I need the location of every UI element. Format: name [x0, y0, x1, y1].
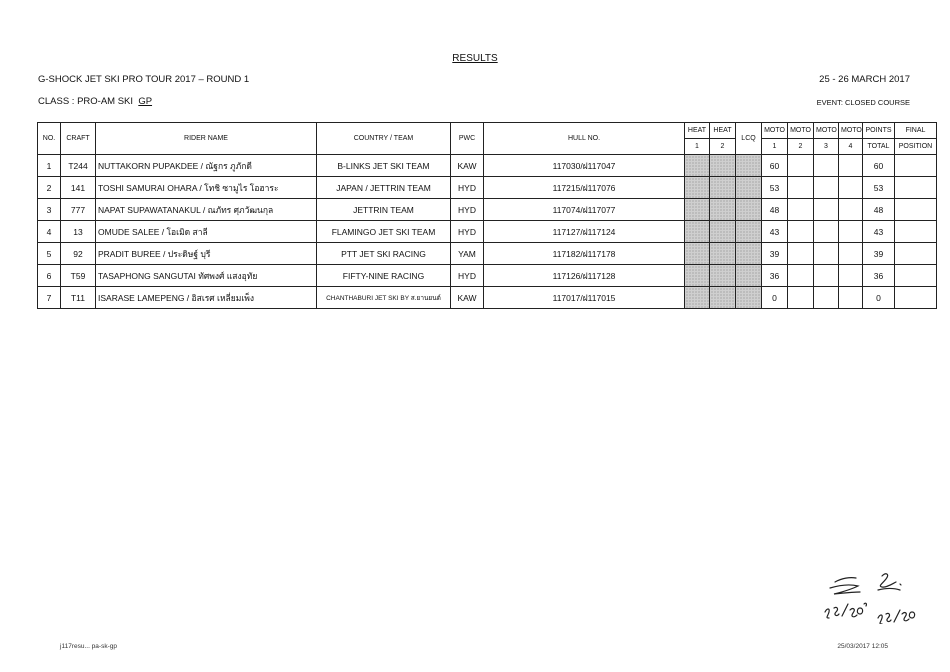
cell-pwc: HYD: [451, 221, 484, 243]
cell-moto1: 0: [762, 287, 788, 309]
col-hull-header: HULL NO.: [484, 123, 685, 155]
cell-moto2: [788, 265, 814, 287]
cell-rider: ISARASE LAMEPENG / อิสเรศ เหลี่ยมเพ็ง: [96, 287, 317, 309]
cell-heat2: [710, 221, 736, 243]
col-moto3-header: MOTO: [814, 123, 839, 139]
cell-team: FLAMINGO JET SKI TEAM: [317, 221, 451, 243]
cell-points: 39: [863, 243, 895, 265]
cell-craft: 141: [61, 177, 96, 199]
cell-moto4: [839, 199, 863, 221]
col-points-header: POINTS: [863, 123, 895, 139]
col-moto1-header: MOTO: [762, 123, 788, 139]
cell-moto2: [788, 199, 814, 221]
cell-lcq: [736, 199, 762, 221]
cell-final: [895, 155, 937, 177]
cell-heat2: [710, 287, 736, 309]
cell-craft: T11: [61, 287, 96, 309]
table-row: [38, 243, 937, 265]
cell-lcq: [736, 243, 762, 265]
cell-no: 5: [38, 243, 61, 265]
cell-lcq: [736, 221, 762, 243]
cell-moto4: [839, 265, 863, 287]
cell-team: JAPAN / JETTRIN TEAM: [317, 177, 451, 199]
col-moto2-number: 2: [788, 139, 814, 155]
cell-heat1: [685, 221, 710, 243]
cell-moto3: [814, 177, 839, 199]
cell-no: 3: [38, 199, 61, 221]
col-pwc-header: PWC: [451, 123, 484, 155]
cell-moto2: [788, 155, 814, 177]
cell-no: 4: [38, 221, 61, 243]
cell-heat1: [685, 199, 710, 221]
class-name: GP: [138, 96, 153, 107]
cell-rider: TASAPHONG SANGUTAI ทัศพงศ์ แสงอุทัย: [96, 265, 317, 287]
cell-hull: 117215/ฝ117076: [484, 177, 685, 199]
col-moto4-number: 4: [839, 139, 863, 155]
cell-moto3: [814, 199, 839, 221]
cell-points: 36: [863, 265, 895, 287]
col-heat1-header: HEAT: [685, 123, 710, 139]
cell-moto2: [788, 287, 814, 309]
header-row: [38, 123, 937, 139]
cell-heat2: [710, 177, 736, 199]
cell-heat1: [685, 265, 710, 287]
cell-moto4: [839, 177, 863, 199]
cell-moto1: 36: [762, 265, 788, 287]
cell-moto2: [788, 243, 814, 265]
cell-final: [895, 177, 937, 199]
cell-heat1: [685, 177, 710, 199]
handwritten-signature: [820, 568, 930, 624]
cell-no: 6: [38, 265, 61, 287]
cell-hull: 117127/ฝ117124: [484, 221, 685, 243]
cell-moto3: [814, 221, 839, 243]
results-body: [38, 155, 937, 309]
cell-lcq: [736, 265, 762, 287]
col-heat2-header: HEAT: [710, 123, 736, 139]
cell-heat1: [685, 287, 710, 309]
cell-heat2: [710, 155, 736, 177]
class-prefix: CLASS : PRO-AM SKI: [38, 96, 134, 107]
col-moto4-header: MOTO: [839, 123, 863, 139]
cell-points: 53: [863, 177, 895, 199]
cell-pwc: HYD: [451, 265, 484, 287]
table-row: [38, 287, 937, 309]
cell-rider: OMUDE SALEE / โอเมิด สาลี: [96, 221, 317, 243]
table-row: [38, 199, 937, 221]
cell-moto3: [814, 287, 839, 309]
cell-heat1: [685, 243, 710, 265]
cell-lcq: [736, 177, 762, 199]
cell-heat2: [710, 199, 736, 221]
col-moto3-number: 3: [814, 139, 839, 155]
cell-heat1: [685, 155, 710, 177]
col-heat2-number: 2: [710, 139, 736, 155]
cell-moto3: [814, 243, 839, 265]
cell-moto4: [839, 221, 863, 243]
cell-moto1: 53: [762, 177, 788, 199]
cell-lcq: [736, 155, 762, 177]
cell-rider: NUTTAKORN PUPAKDEE / ณัฐกร ภูภักดี: [96, 155, 317, 177]
cell-moto1: 60: [762, 155, 788, 177]
cell-final: [895, 199, 937, 221]
table-row: [38, 155, 937, 177]
class-line: [38, 96, 152, 107]
event-type: EVENT: CLOSED COURSE: [816, 98, 910, 107]
col-rider-header: RIDER NAME: [96, 123, 317, 155]
cell-pwc: HYD: [451, 199, 484, 221]
cell-final: [895, 287, 937, 309]
col-lcq-header: LCQ: [736, 123, 762, 155]
col-craft-header: CRAFT: [61, 123, 96, 155]
cell-moto2: [788, 221, 814, 243]
cell-hull: 117126/ฝ117128: [484, 265, 685, 287]
document-title: RESULTS: [452, 53, 498, 64]
cell-hull: 117017/ฝ117015: [484, 287, 685, 309]
cell-pwc: YAM: [451, 243, 484, 265]
cell-heat2: [710, 243, 736, 265]
col-moto2-header: MOTO: [788, 123, 814, 139]
cell-craft: T59: [61, 265, 96, 287]
footer-file-name: j117resu... pa-sk-gp: [60, 643, 117, 650]
cell-lcq: [736, 287, 762, 309]
cell-heat2: [710, 265, 736, 287]
cell-craft: T244: [61, 155, 96, 177]
cell-moto4: [839, 155, 863, 177]
footer-print-timestamp: 25/03/2017 12:05: [837, 643, 888, 650]
col-no-header: NO.: [38, 123, 61, 155]
cell-moto3: [814, 155, 839, 177]
cell-no: 7: [38, 287, 61, 309]
cell-moto4: [839, 243, 863, 265]
cell-craft: 92: [61, 243, 96, 265]
cell-craft: 777: [61, 199, 96, 221]
cell-points: 48: [863, 199, 895, 221]
cell-moto1: 43: [762, 221, 788, 243]
table-row: [38, 177, 937, 199]
cell-final: [895, 243, 937, 265]
cell-craft: 13: [61, 221, 96, 243]
cell-pwc: KAW: [451, 287, 484, 309]
cell-final: [895, 265, 937, 287]
cell-hull: 117074/ฝ117077: [484, 199, 685, 221]
col-final-header: FINAL: [895, 123, 937, 139]
table-row: [38, 265, 937, 287]
cell-moto4: [839, 287, 863, 309]
cell-moto1: 48: [762, 199, 788, 221]
cell-points: 60: [863, 155, 895, 177]
cell-rider: PRADIT BUREE / ประดิษฐ์ บุรี: [96, 243, 317, 265]
col-moto1-number: 1: [762, 139, 788, 155]
cell-rider: TOSHI SAMURAI OHARA / โทชิ ซามูไร โอฮาระ: [96, 177, 317, 199]
cell-moto2: [788, 177, 814, 199]
cell-no: 2: [38, 177, 61, 199]
event-title: G-SHOCK JET SKI PRO TOUR 2017 – ROUND 1: [38, 74, 250, 85]
cell-moto3: [814, 265, 839, 287]
col-final-position: POSITION: [895, 139, 937, 155]
table-row: [38, 221, 937, 243]
results-table: [37, 122, 937, 309]
cell-team: B-LINKS JET SKI TEAM: [317, 155, 451, 177]
cell-moto1: 39: [762, 243, 788, 265]
cell-no: 1: [38, 155, 61, 177]
cell-points: 0: [863, 287, 895, 309]
cell-hull: 117030/ฝ117047: [484, 155, 685, 177]
event-dates: 25 - 26 MARCH 2017: [819, 74, 910, 85]
cell-team: CHANTHABURI JET SKI BY ส.ยานยนต์: [317, 287, 451, 309]
cell-hull: 117182/ฝ117178: [484, 243, 685, 265]
col-heat1-number: 1: [685, 139, 710, 155]
cell-team: FIFTY-NINE RACING: [317, 265, 451, 287]
cell-pwc: KAW: [451, 155, 484, 177]
col-country-header: COUNTRY / TEAM: [317, 123, 451, 155]
cell-points: 43: [863, 221, 895, 243]
cell-final: [895, 221, 937, 243]
col-points-total: TOTAL: [863, 139, 895, 155]
cell-team: PTT JET SKI RACING: [317, 243, 451, 265]
cell-team: JETTRIN TEAM: [317, 199, 451, 221]
cell-rider: NAPAT SUPAWATANAKUL / ณภัทร ศุภวัฒนกุล: [96, 199, 317, 221]
cell-pwc: HYD: [451, 177, 484, 199]
